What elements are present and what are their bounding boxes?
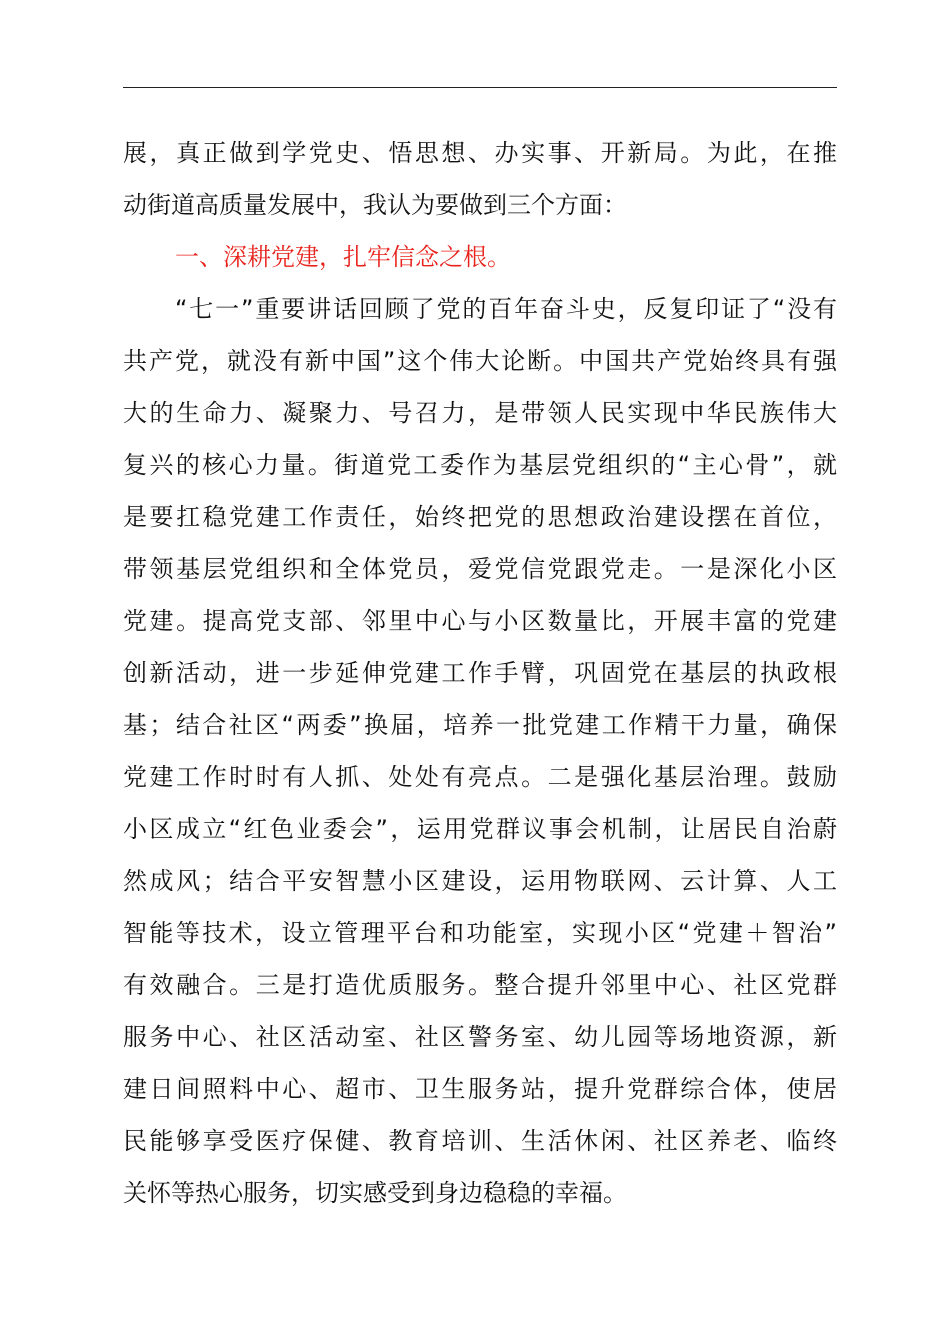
- body-line: 创新活动，进一步延伸党建工作手臂，巩固党在基层的执政根: [123, 659, 837, 687]
- body-line: 共产党，就没有新中国”这个伟大论断。中国共产党始终具有强: [123, 347, 837, 375]
- body-line: 服务中心、社区活动室、社区警务室、幼儿园等场地资源，新: [123, 1023, 837, 1051]
- body-line: 小区成立“红色业委会”，运用党群议事会机制，让居民自治蔚: [123, 815, 837, 843]
- body-line: 党建工作时时有人抓、处处有亮点。二是强化基层治理。鼓励: [123, 763, 837, 791]
- body-line: 然成风；结合平安智慧小区建设，运用物联网、云计算、人工: [123, 867, 837, 895]
- body-line: 关怀等热心服务，切实感受到身边稳稳的幸福。: [123, 1179, 627, 1207]
- body-line: 有效融合。三是打造优质服务。整合提升邻里中心、社区党群: [123, 971, 837, 999]
- header-rule: [123, 87, 837, 88]
- body-line: 基；结合社区“两委”换届，培养一批党建工作精干力量，确保: [123, 711, 837, 739]
- body-line: 建日间照料中心、超市、卫生服务站，提升党群综合体，使居: [123, 1075, 837, 1103]
- body-line: 是要扛稳党建工作责任，始终把党的思想政治建设摆在首位，: [123, 503, 837, 531]
- body-line: 智能等技术，设立管理平台和功能室，实现小区“党建＋智治”: [123, 919, 837, 947]
- body-line: “七一”重要讲话回顾了党的百年奋斗史，反复印证了“没有: [175, 295, 837, 323]
- body-line: 大的生命力、凝聚力、号召力，是带领人民实现中华民族伟大: [123, 399, 837, 427]
- body-line: 民能够享受医疗保健、教育培训、生活休闲、社区养老、临终: [123, 1127, 837, 1155]
- section-heading: 一、深耕党建，扎牢信念之根。: [175, 243, 511, 271]
- body-line: 展，真正做到学党史、悟思想、办实事、开新局。为此，在推: [123, 139, 837, 167]
- document-body: [123, 127, 837, 1219]
- body-line: 复兴的核心力量。街道党工委作为基层党组织的“主心骨”，就: [123, 451, 837, 479]
- body-line: 动街道高质量发展中，我认为要做到三个方面：: [123, 191, 627, 219]
- body-line: 带领基层党组织和全体党员，爱党信党跟党走。一是深化小区: [123, 555, 837, 583]
- body-line: 党建。提高党支部、邻里中心与小区数量比，开展丰富的党建: [123, 607, 837, 635]
